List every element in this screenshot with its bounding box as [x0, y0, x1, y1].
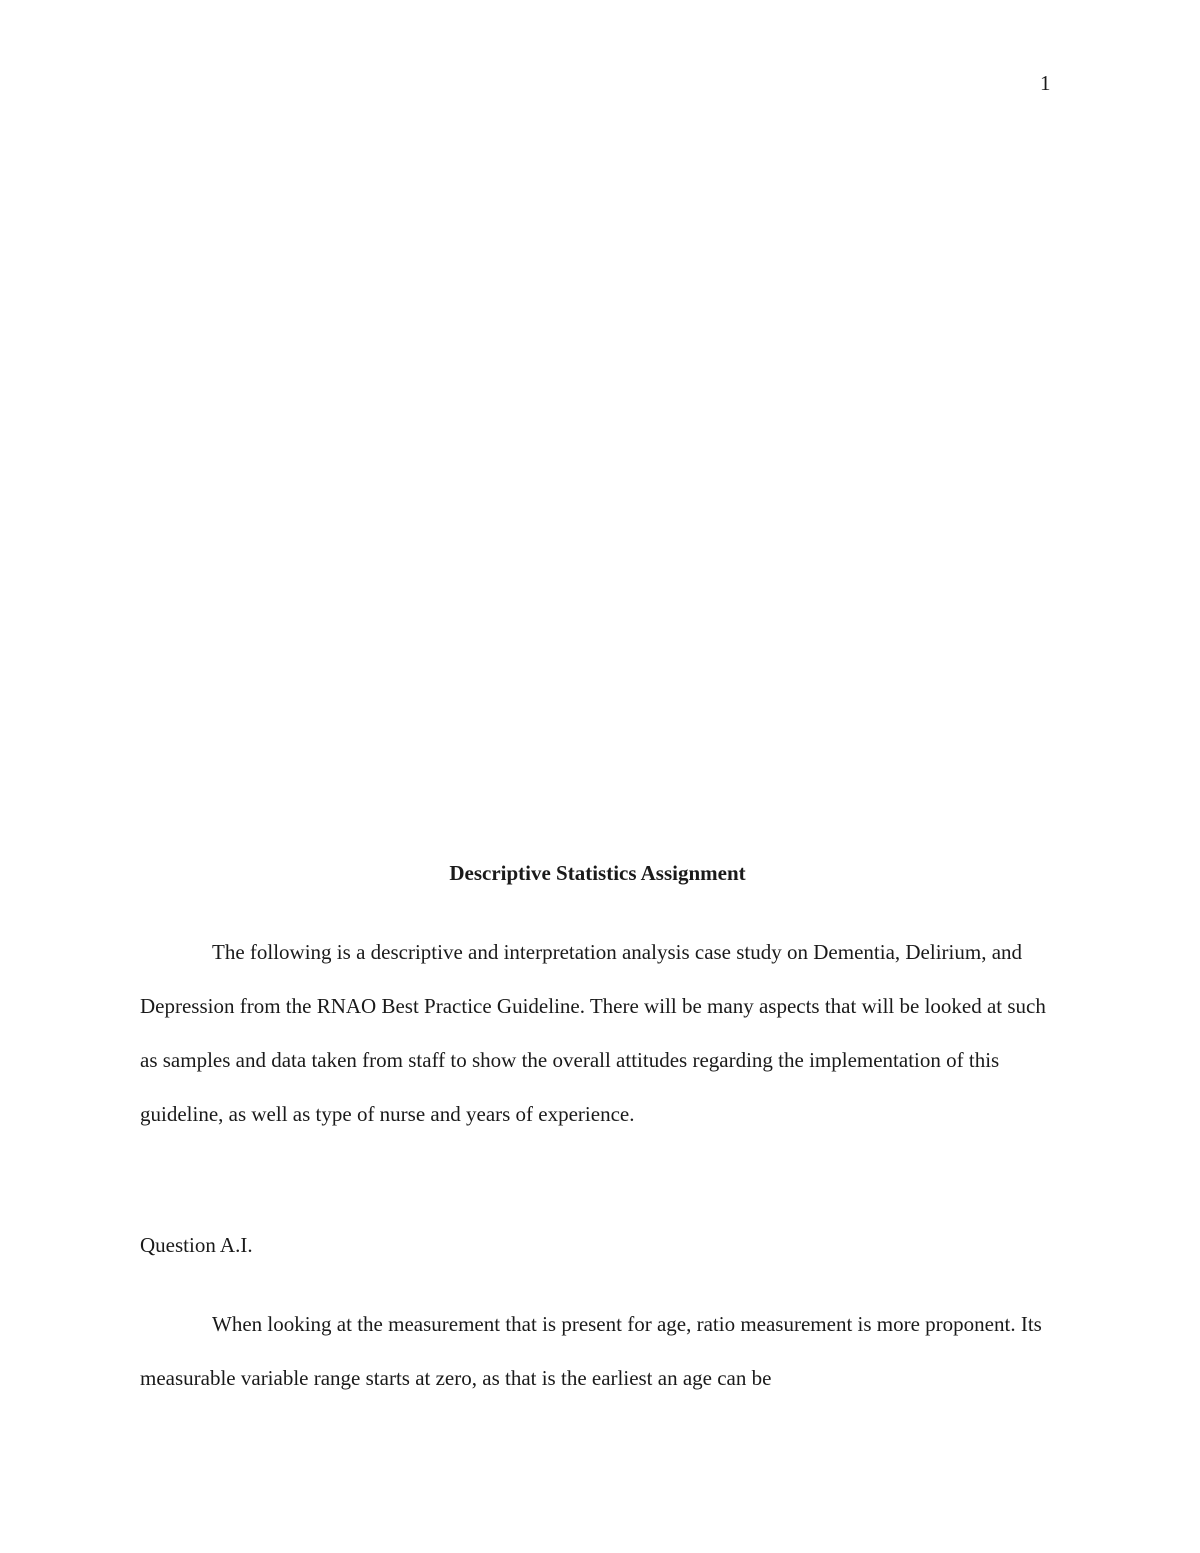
section-heading: Question A.I.	[140, 1233, 253, 1257]
page-number: 1	[1040, 71, 1051, 95]
document-title: Descriptive Statistics Assignment	[449, 861, 746, 885]
intro-paragraph: The following is a descriptive and interpretation analysis case study on Dementia, Delirium, and Depression from the RNAO Best Practice Guideline. There will be many aspects that will be looked at such as samples and data taken from staff to show the overall attitudes regarding the implementation of this guideline, as well as type of nurse and years of experience.	[140, 940, 1046, 1126]
section-paragraph: When looking at the measurement that is present for age, ratio measurement is more proponent. Its measurable variable range starts at zero, as that is the earliest an age can be	[140, 1312, 1042, 1390]
